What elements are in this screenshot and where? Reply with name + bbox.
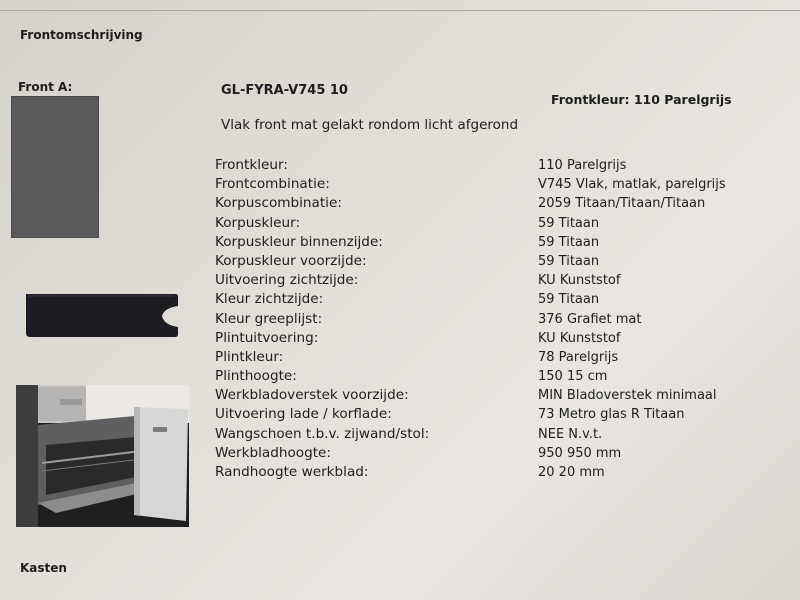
front-color-swatch [12, 97, 98, 237]
section-label-kasten: Kasten [20, 561, 67, 575]
spec-value: NEE N.v.t. [538, 426, 603, 442]
spec-label: Plintuitvoering: [215, 329, 319, 346]
spec-row [215, 367, 785, 386]
spec-row [215, 463, 785, 482]
spec-label: Uitvoering lade / korflade: [215, 406, 392, 423]
spec-row [215, 405, 785, 424]
spec-row [215, 310, 785, 329]
spec-value: 376 Grafiet mat [538, 311, 642, 327]
spec-value: 59 Titaan [538, 292, 600, 308]
spec-label: Plintkleur: [215, 348, 284, 365]
spec-row [215, 252, 785, 271]
spec-row [215, 271, 785, 290]
page-top-rule [0, 0, 800, 11]
spec-value: 59 Titaan [538, 215, 600, 231]
front-label: Front A: [18, 80, 73, 94]
spec-value: 2059 Titaan/Titaan/Titaan [538, 196, 706, 212]
spec-label: Kleur zichtzijde: [215, 291, 324, 308]
spec-label: Randhoogte werkblad: [215, 464, 369, 480]
spec-value: 950 950 mm [538, 445, 622, 461]
spec-label: Korpuskleur binnenzijde: [215, 233, 383, 250]
section-title: Frontomschrijving [20, 28, 143, 42]
spec-label: Frontcombinatie: [215, 176, 330, 193]
spec-row [215, 425, 785, 444]
spec-label: Korpuskleur voorzijde: [215, 252, 367, 269]
spec-row [215, 444, 785, 463]
spec-value: 73 Metro glas R Titaan [538, 407, 685, 423]
spec-row [215, 386, 785, 405]
spec-value: KU Kunststof [538, 273, 621, 289]
spec-value: 110 Parelgrijs [538, 158, 627, 173]
spec-row [215, 194, 785, 213]
spec-value: 20 20 mm [538, 465, 605, 480]
spec-row [215, 175, 785, 194]
spec-value: 78 Parelgrijs [538, 349, 619, 365]
spec-row [215, 348, 785, 367]
spec-row [215, 290, 785, 309]
handle-profile-image [24, 290, 180, 340]
spec-row [215, 214, 785, 233]
spec-table [215, 156, 785, 482]
drawer-image [16, 385, 189, 527]
spec-row [215, 233, 785, 252]
spec-value: V745 Vlak, matlak, parelgrijs [538, 177, 726, 193]
spec-value: 150 15 cm [538, 369, 608, 385]
spec-row [215, 329, 785, 348]
spec-label: Wangschoen t.b.v. zijwand/stol: [215, 425, 430, 442]
spec-value: 59 Titaan [538, 253, 600, 269]
spec-value: 59 Titaan [538, 234, 600, 250]
spec-label: Kleur greeplijst: [215, 310, 323, 327]
spec-label: Werkbladoverstek voorzijde: [215, 387, 409, 404]
spec-label: Korpuscombinatie: [215, 195, 342, 212]
front-description: Vlak front mat gelakt rondom licht afgerond [221, 117, 519, 133]
spec-value: MIN Bladoverstek minimaal [538, 388, 717, 404]
spec-label: Plinthoogte: [215, 368, 297, 385]
spec-label: Frontkleur: [215, 157, 288, 173]
spec-value: KU Kunststof [538, 330, 621, 346]
spec-label: Korpuskleur: [215, 214, 301, 231]
product-code: GL-FYRA-V745 10 [221, 83, 348, 98]
spec-row [215, 156, 785, 175]
spec-label: Werkbladhoogte: [215, 444, 331, 461]
spec-label: Uitvoering zichtzijde: [215, 272, 359, 289]
front-color-header: Frontkleur: 110 Parelgrijs [551, 92, 732, 107]
